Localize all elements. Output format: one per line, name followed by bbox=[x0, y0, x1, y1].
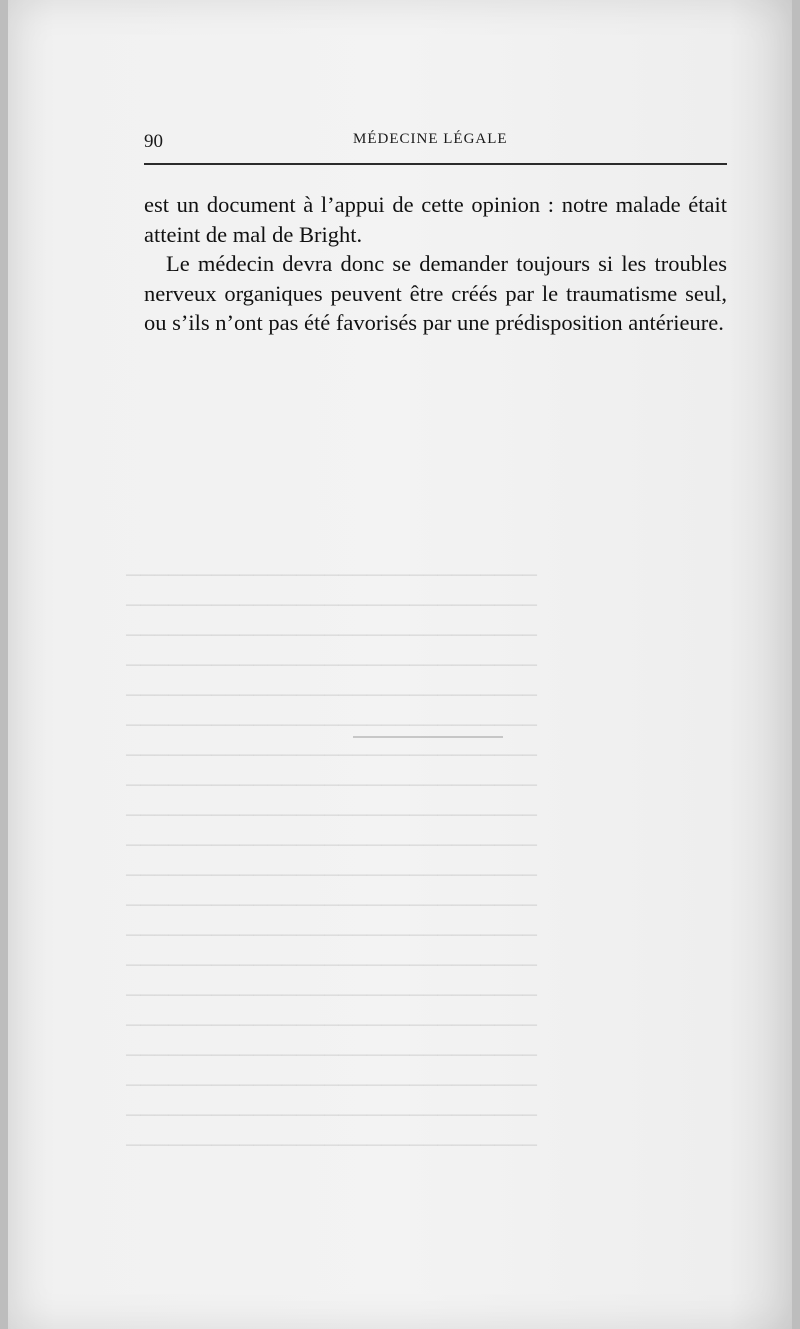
running-head: MÉDECINE LÉGALE bbox=[353, 131, 508, 147]
show-through-text: ───────────────────────────── ───────────────────────────── ───────────────────────────── ───────────────────────────── ───────────────────────────── ───────────────────────────── ───────────────────────────── ───────────────────────────── ───────────────────────────── ───────────────────────────── ───────────────────────────── ───────────────────────────── ───────────────────────────── ───────────────────────────── ───────────────────────────── ───────────────────────────── ───────────────────────────── ───────────────────────────── ───────────────────────────── ───────────────────────────── bbox=[126, 564, 537, 1156]
book-page bbox=[8, 0, 792, 1329]
page-number: 90 bbox=[144, 131, 163, 152]
paragraph: est un document à l’appui de cette opinion : notre malade était atteint de mal de Bright. bbox=[144, 192, 727, 247]
show-through-rule bbox=[353, 736, 503, 738]
paragraph: Le médecin devra donc se demander toujours si les troubles nerveux organiques peuvent être créés par le traumatisme seul, ou s’ils n’ont pas été favorisés par une prédisposition antérieure. bbox=[144, 251, 727, 335]
header-rule bbox=[144, 163, 727, 165]
body-text bbox=[144, 190, 727, 338]
